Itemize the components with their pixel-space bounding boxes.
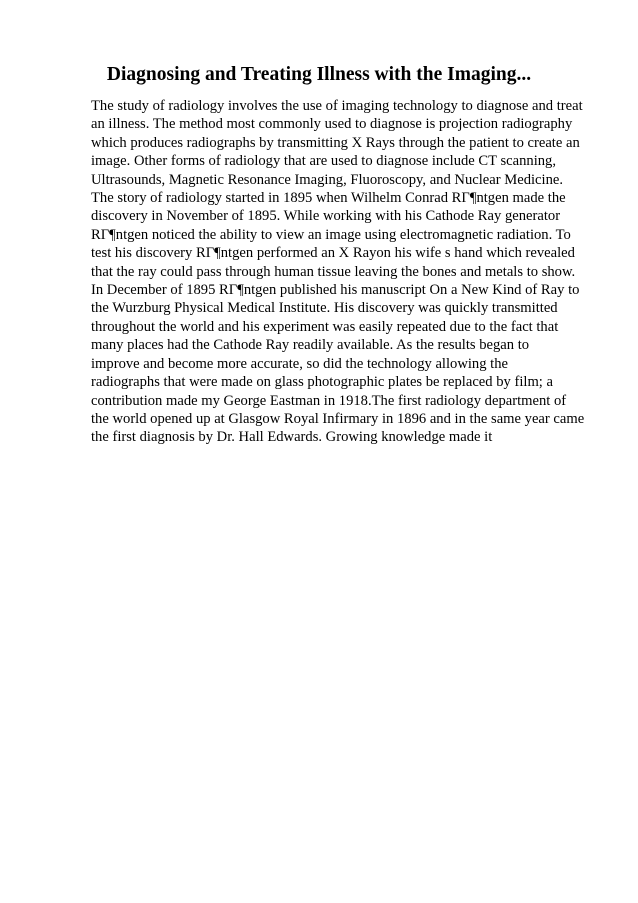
body-line: Ultrasounds, Magnetic Resonance Imaging, Fluoroscopy, and Nuclear Medicine. [91, 171, 564, 188]
body-line: In December of 1895 RΓ¶ntgen published his manuscript On a New Kind of Ray to [91, 282, 580, 299]
body-line: an illness. The method most commonly used to diagnose is projection radiography [91, 116, 573, 133]
document-title: Diagnosing and Treating Illness with the Imaging... [106, 64, 532, 85]
body-line: that the ray could pass through human tissue leaving the bones and metals to show. [91, 263, 576, 280]
body-line: discovery in November of 1895. While working with his Cathode Ray generator [91, 208, 561, 225]
document-body [91, 97, 591, 447]
body-line: which produces radiographs by transmitting X Rays through the patient to create an [91, 134, 580, 151]
body-line: throughout the world and his experiment was easily repeated due to the fact that [91, 318, 559, 335]
body-line: RΓ¶ntgen noticed the ability to view an image using electromagnetic radiation. To [91, 226, 571, 243]
body-line: radiographs that were made on glass photographic plates be replaced by film; a [91, 374, 553, 391]
body-line: The story of radiology started in 1895 when Wilhelm Conrad RΓ¶ntgen made the [91, 190, 566, 207]
body-line: many places had the Cathode Ray readily available. As the results began to [91, 337, 530, 354]
body-line: image. Other forms of radiology that are used to diagnose include CT scanning, [91, 153, 556, 170]
body-line: improve and become more accurate, so did the technology allowing the [91, 355, 508, 372]
body-line: the world opened up at Glasgow Royal Infirmary in 1896 and in the same year came [91, 410, 585, 427]
body-line: test his discovery RΓ¶ntgen performed an X Rayon his wife s hand which revealed [91, 245, 575, 262]
body-line: The study of radiology involves the use of imaging technology to diagnose and treat [91, 98, 583, 114]
body-line: the Wurzburg Physical Medical Institute. His discovery was quickly transmitted [91, 300, 558, 317]
body-line: the first diagnosis by Dr. Hall Edwards. Growing knowledge made it [91, 429, 493, 446]
body-line: contribution made my George Eastman in 1918.The first radiology department of [91, 392, 567, 409]
